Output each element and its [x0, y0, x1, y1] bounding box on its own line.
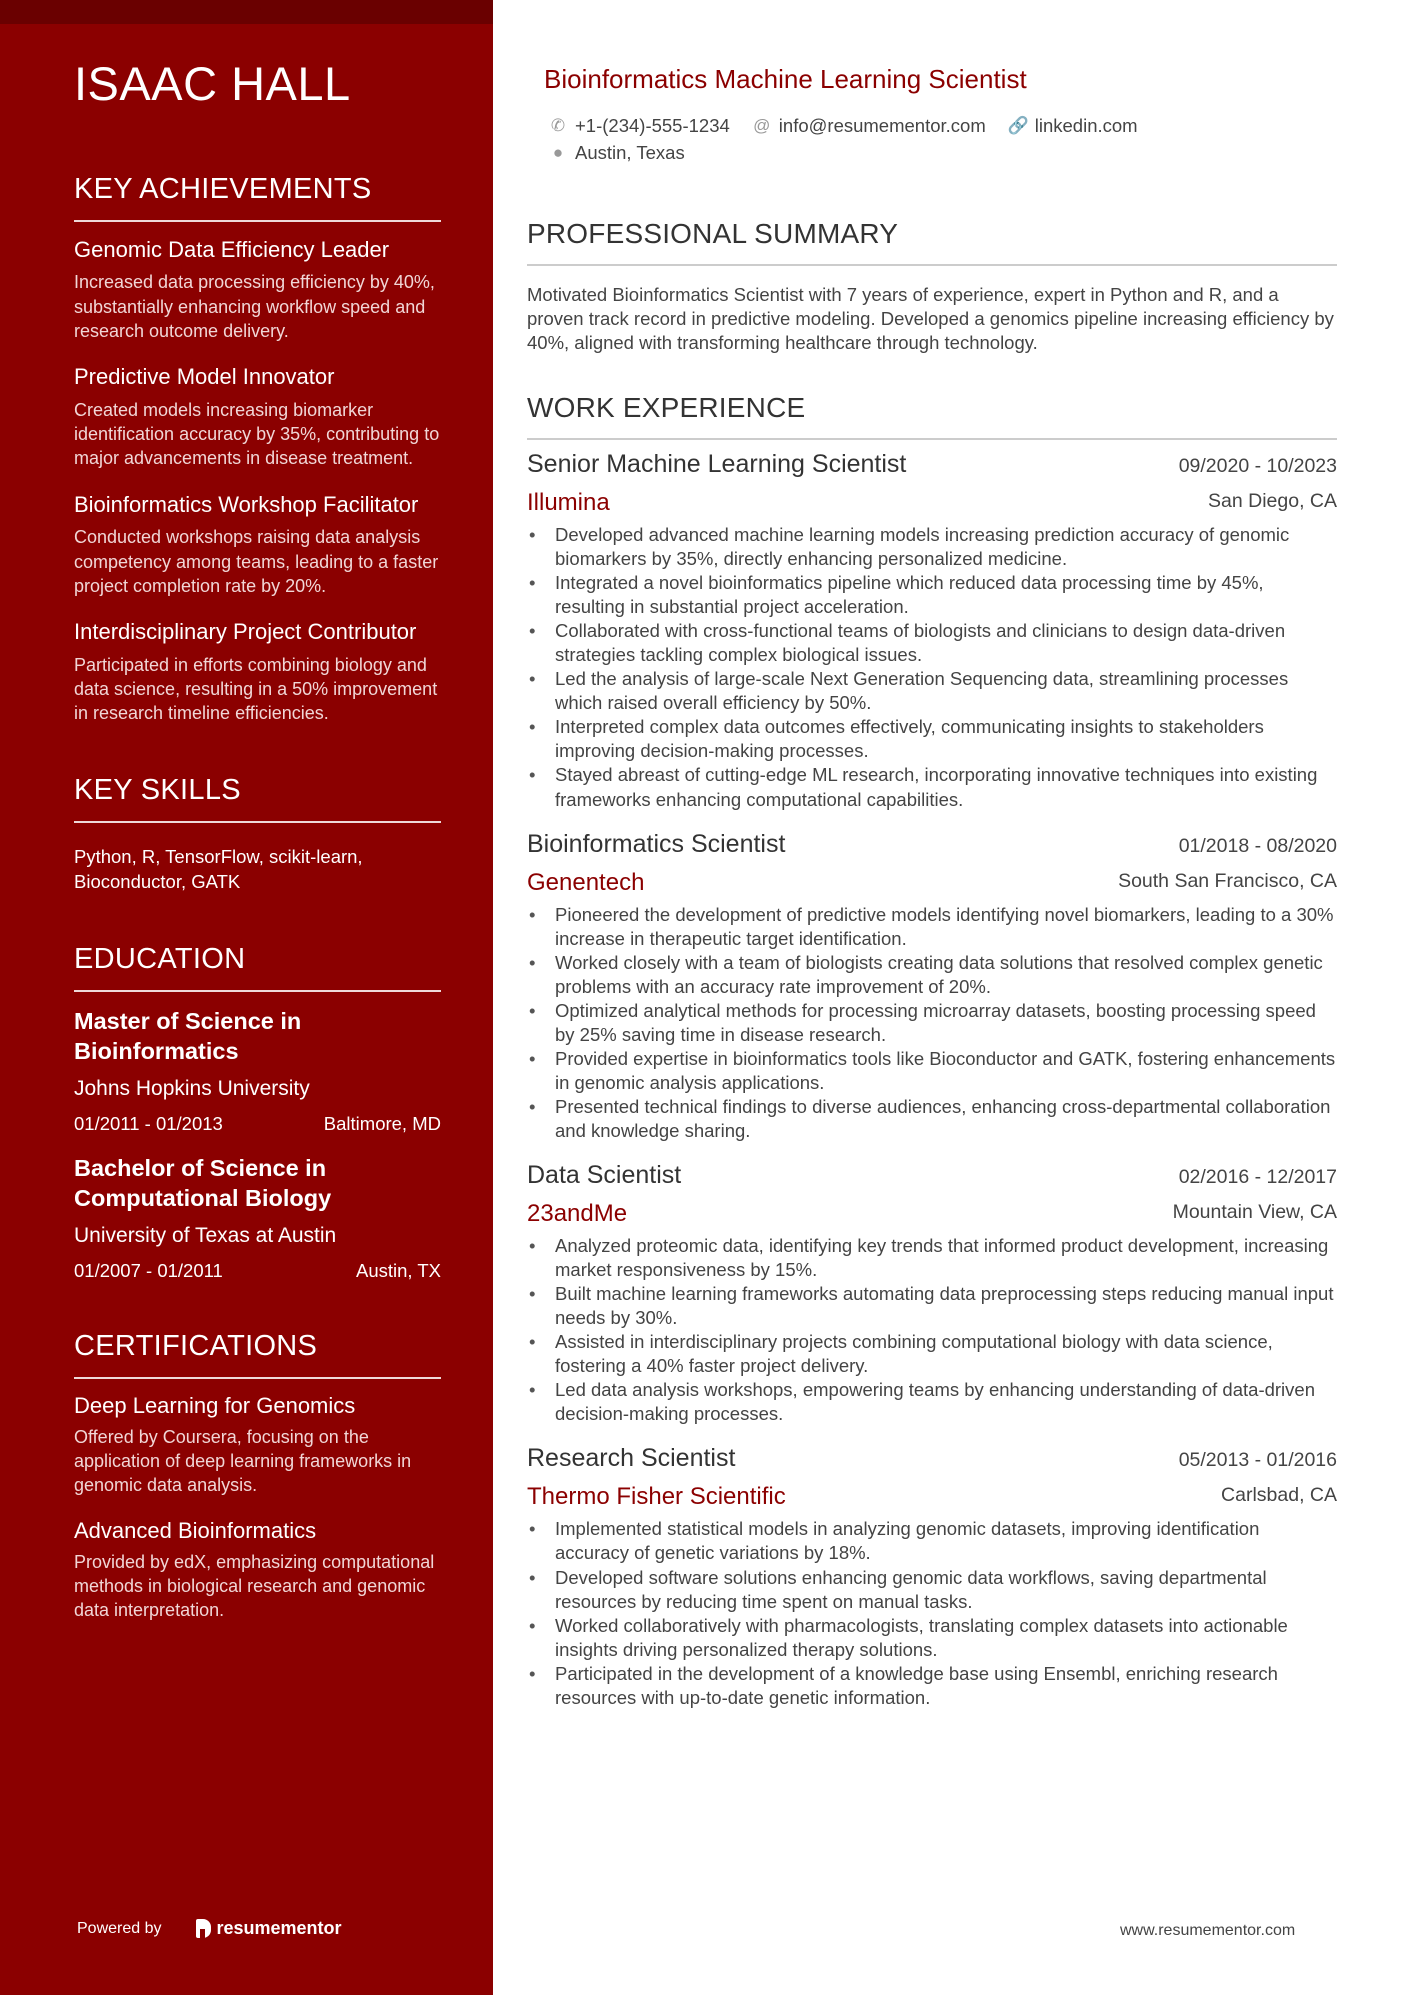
- job-bullets: [527, 1517, 1337, 1709]
- achievement-item: [74, 618, 441, 725]
- job-company: Thermo Fisher Scientific: [527, 1483, 786, 1511]
- powered-by-label: Powered by: [77, 1919, 162, 1937]
- job-bullet: • Implemented statistical models in analyzing genomic datasets, improving identification accuracy of genetic variations by 18%.: [527, 1517, 1337, 1565]
- job-title: Data Scientist: [527, 1161, 682, 1190]
- location-pin-icon: ●: [552, 142, 564, 162]
- phone-text: +1-(234)-555-1234: [575, 114, 730, 136]
- summary-text: Motivated Bioinformatics Scientist with 7 years of experience, expert in Python and R, and a proven track record in predictive modeling. Developed a genomics pipeline increasing efficiency by 40%, aligned with transforming healthcare through technology.: [527, 284, 1334, 354]
- job-location: Carlsbad, CA: [1221, 1484, 1337, 1507]
- job-bullet: • Developed software solutions enhancing genomic data workflows, saving departmental resources by reducing time spent on manual tasks.: [527, 1566, 1337, 1614]
- job-bullet: • Analyzed proteomic data, identifying key trends that informed product development, increasing market responsiveness by 15%.: [527, 1234, 1337, 1282]
- certification-item: [74, 1518, 441, 1623]
- phone-icon: ✆: [550, 115, 566, 135]
- job-location: Mountain View, CA: [1172, 1201, 1337, 1224]
- job-title: Senior Machine Learning Scientist: [527, 450, 907, 478]
- certification-description: Offered by Coursera, focusing on the application of deep learning frameworks in genomic data analysis.: [74, 1426, 412, 1496]
- education-dates: 01/2007 - 01/2011: [74, 1259, 223, 1281]
- education-school: Johns Hopkins University: [74, 1076, 310, 1100]
- job-bullet: • Built machine learning frameworks automating data preprocessing steps reducing manual input needs by 30%.: [527, 1282, 1337, 1330]
- sidebar: [0, 0, 493, 1995]
- job-dates: 02/2016 - 12/2017: [1178, 1166, 1337, 1189]
- at-icon: @: [753, 115, 771, 135]
- job-bullet: • Stayed abreast of cutting-edge ML research, incorporating innovative techniques into existing frameworks enhancing computational capabilities.: [527, 763, 1337, 811]
- job-dates: 09/2020 - 10/2023: [1178, 455, 1337, 477]
- job-bullets: [527, 1234, 1337, 1426]
- link-icon: 🔗: [1007, 115, 1029, 135]
- job-bullet: • Assisted in interdisciplinary projects combining computational biology with data science, fostering a 40% faster project delivery.: [527, 1330, 1337, 1378]
- achievement-description: Created models increasing biomarker identification accuracy by 35%, contributing to major advancements in disease treatment.: [74, 399, 440, 469]
- certification-title: Advanced Bioinformatics: [74, 1517, 317, 1543]
- sidebar-top-bar: [0, 0, 493, 24]
- certification-item: [74, 1393, 441, 1498]
- skills-list: Python, R, TensorFlow, scikit-learn, Bioconductor, GATK: [74, 845, 363, 892]
- contact-phone[interactable]: [548, 115, 730, 137]
- achievement-title: Genomic Data Efficiency Leader: [74, 236, 390, 262]
- achievement-item: [74, 236, 441, 343]
- job-entry: [527, 1161, 1337, 1426]
- job-headline: Bioinformatics Machine Learning Scientist: [544, 64, 1027, 94]
- achievement-description: Participated in efforts combining biology and data science, resulting in a 50% improvement in research timeline efficiencies.: [74, 654, 438, 724]
- achievement-title: Interdisciplinary Project Contributor: [74, 619, 417, 645]
- education-school: University of Texas at Austin: [74, 1223, 337, 1247]
- achievements-heading: KEY ACHIEVEMENTS: [74, 173, 441, 222]
- brand-logo[interactable]: [196, 1918, 342, 1939]
- job-bullet: • Collaborated with cross-functional teams of biologists and clinicians to design data-driven strategies tackling complex biological issues.: [527, 619, 1337, 667]
- work-heading: WORK EXPERIENCE: [527, 392, 1337, 440]
- job-bullets: [527, 903, 1337, 1143]
- achievement-item: [74, 363, 441, 470]
- job-bullet: • Worked collaboratively with pharmacologists, translating complex datasets into actionable insights driving personalized therapy solutions.: [527, 1614, 1337, 1662]
- achievements-section: [74, 173, 441, 726]
- education-section: [74, 943, 441, 1282]
- brand-icon: [196, 1919, 211, 1938]
- job-bullet: • Led data analysis workshops, empowering teams by enhancing understanding of data-driven decision-making processes.: [527, 1378, 1337, 1426]
- job-company: 23andMe: [527, 1200, 628, 1228]
- footer-website-link[interactable]: www.resumementor.com: [1120, 1922, 1296, 1939]
- skills-section: [74, 774, 441, 895]
- education-location: Baltimore, MD: [323, 1112, 441, 1134]
- achievement-description: Conducted workshops raising data analysis competency among teams, leading to a faster project completion rate by 20%.: [74, 527, 439, 596]
- job-bullet: • Worked closely with a team of biologists creating data solutions that resolved complex genetic problems with an accuracy rate improvement of 20%.: [527, 951, 1337, 999]
- job-bullet: • Participated in the development of a knowledge base using Ensembl, enriching research resources with up-to-date genetic information.: [527, 1662, 1337, 1710]
- education-item: [74, 1006, 441, 1135]
- job-title: Bioinformatics Scientist: [527, 829, 786, 858]
- job-bullet: • Provided expertise in bioinformatics tools like Bioconductor and GATK, fostering enhancements in genomic analysis applications.: [527, 1047, 1337, 1095]
- education-location: Austin, TX: [355, 1259, 441, 1281]
- candidate-name: ISAAC HALL: [74, 57, 351, 110]
- education-item: [74, 1153, 441, 1282]
- powered-by: [77, 1918, 342, 1939]
- job-company: Genentech: [527, 868, 645, 896]
- job-bullet: • Integrated a novel bioinformatics pipeline which reduced data processing time by 45%, resulting in substantial project acceleration.: [527, 571, 1337, 619]
- contact-info: [548, 112, 1138, 166]
- achievement-description: Increased data processing efficiency by 40%, substantially enhancing workflow speed and research outcome delivery.: [74, 272, 435, 341]
- education-dates: 01/2011 - 01/2013: [74, 1112, 223, 1134]
- summary-heading: PROFESSIONAL SUMMARY: [527, 218, 1337, 266]
- job-bullet: • Pioneered the development of predictive models identifying novel biomarkers, leading to a 30% increase in therapeutic target identification.: [527, 903, 1337, 951]
- education-degree: Bachelor of Science in Computational Biology: [74, 1154, 332, 1212]
- job-entry: [527, 830, 1337, 1143]
- job-company: Illumina: [527, 489, 610, 516]
- work-section: [527, 392, 1337, 1710]
- skills-heading: KEY SKILLS: [74, 774, 441, 823]
- education-heading: EDUCATION: [74, 943, 441, 992]
- certification-description: Provided by edX, emphasizing computational methods in biological research and genomic data interpretation.: [74, 1551, 435, 1621]
- certifications-heading: CERTIFICATIONS: [74, 1330, 441, 1379]
- brand-name: resumementor: [216, 1918, 342, 1938]
- job-title: Research Scientist: [527, 1444, 736, 1473]
- summary-section: [527, 218, 1337, 355]
- linkedin-text: linkedin.com: [1034, 114, 1138, 136]
- achievement-item: [74, 491, 441, 598]
- contact-email[interactable]: [752, 115, 986, 137]
- achievement-title: Predictive Model Innovator: [74, 364, 335, 390]
- job-entry: [527, 450, 1337, 812]
- job-bullet: • Developed advanced machine learning models increasing prediction accuracy of genomic biomarkers by 35%, directly enhancing personalized medicine.: [527, 523, 1337, 571]
- job-entry: [527, 1444, 1337, 1709]
- contact-location: [548, 142, 685, 164]
- email-text: info@resumementor.com: [778, 114, 986, 136]
- certification-title: Deep Learning for Genomics: [74, 1392, 356, 1418]
- job-bullet: • Presented technical findings to diverse audiences, enhancing cross-departmental collaboration and knowledge sharing.: [527, 1095, 1337, 1143]
- job-bullet: • Optimized analytical methods for processing microarray datasets, boosting processing speed by 25% saving time in disease research.: [527, 999, 1337, 1047]
- education-degree: Master of Science in Bioinformatics: [74, 1007, 302, 1065]
- location-text: Austin, Texas: [575, 141, 685, 163]
- job-bullets: [527, 523, 1337, 812]
- job-dates: 05/2013 - 01/2016: [1178, 1449, 1337, 1472]
- job-dates: 01/2018 - 08/2020: [1178, 834, 1337, 857]
- achievement-title: Bioinformatics Workshop Facilitator: [74, 491, 419, 517]
- job-bullet: • Interpreted complex data outcomes effectively, communicating insights to stakeholders improving decision-making processes.: [527, 715, 1337, 763]
- job-bullet: • Led the analysis of large-scale Next Generation Sequencing data, streamlining processes which raised overall efficiency by 50%.: [527, 667, 1337, 715]
- certifications-section: [74, 1330, 441, 1623]
- job-location: South San Francisco, CA: [1118, 869, 1337, 892]
- contact-linkedin[interactable]: [1008, 115, 1138, 137]
- job-location: San Diego, CA: [1208, 490, 1337, 512]
